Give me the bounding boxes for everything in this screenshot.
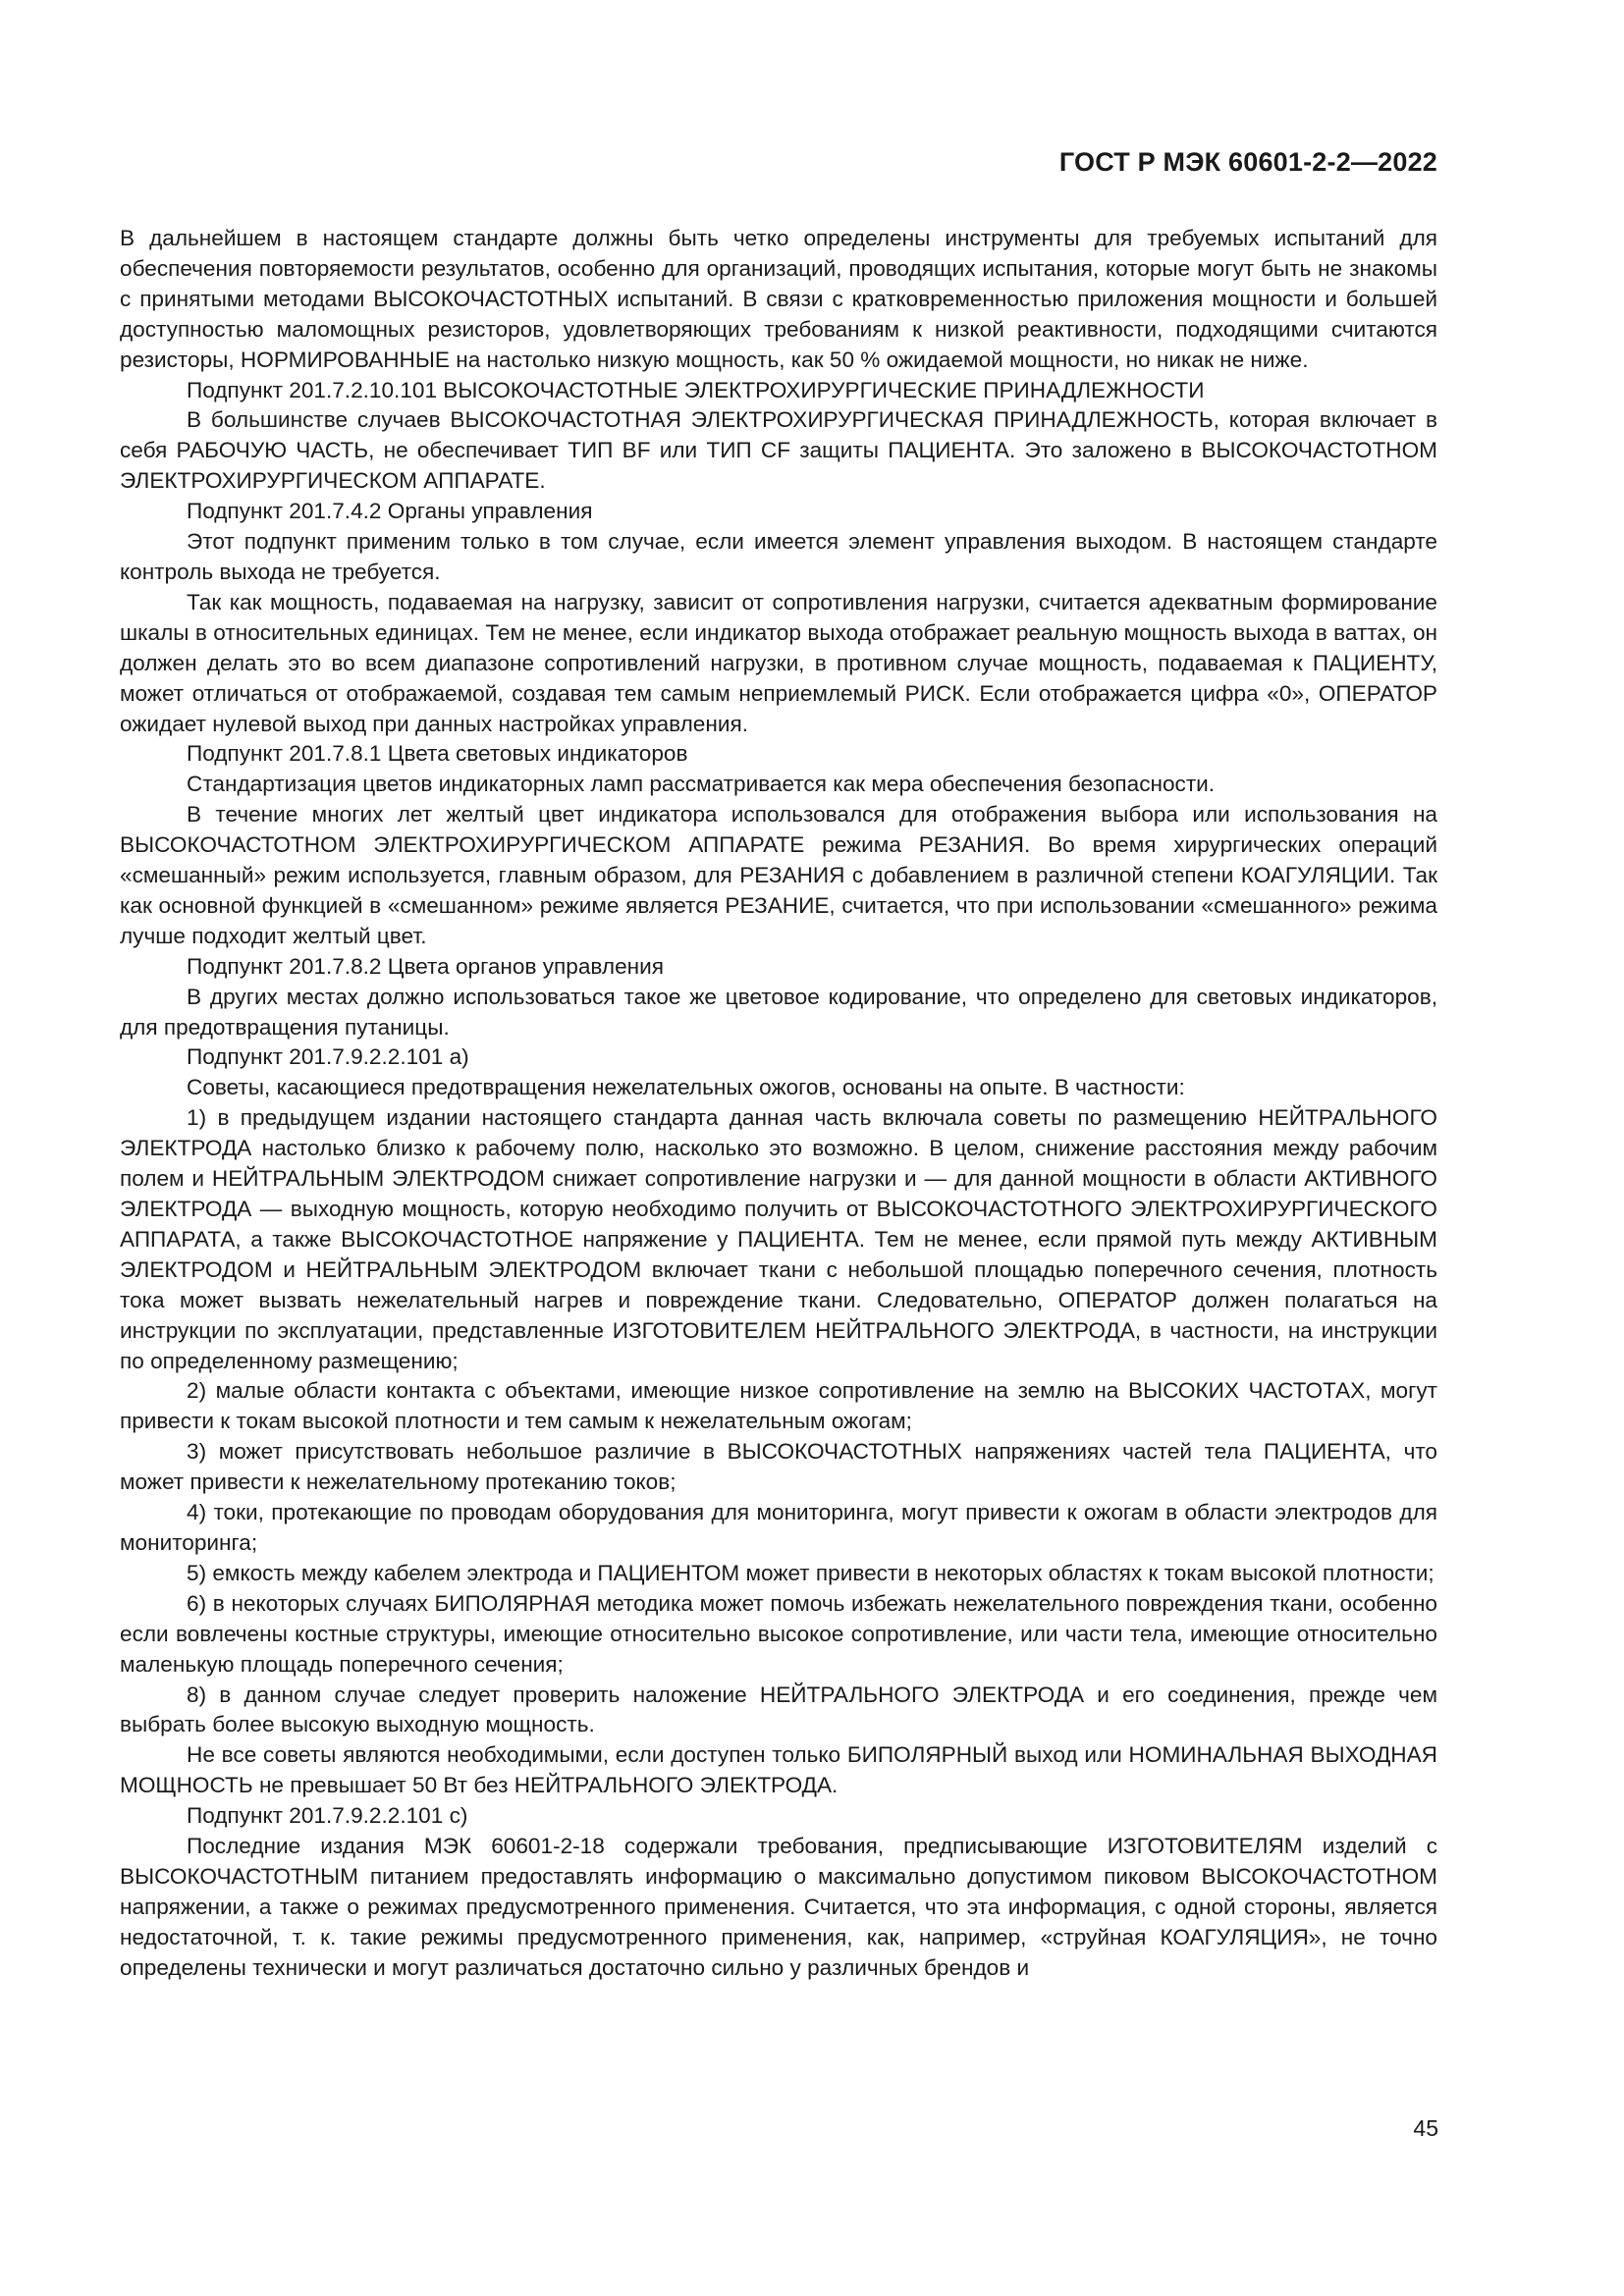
paragraph: 8) в данном случае следует проверить наложение НЕЙТРАЛЬНОГО ЭЛЕКТРОДА и его соединения, прежде чем выбрать более высокую выходную мощность.	[120, 1682, 1437, 1737]
paragraph: 1) в предыдущем издании настоящего стандарта данная часть включала советы по размещению НЕЙТРАЛЬНОГО ЭЛЕКТРОДА настолько близко к рабочему полю, насколько это возможно. В целом, снижение расстояния между рабочим полем и НЕЙТРАЛЬНЫМ ЭЛЕКТРОДОМ снижает сопротивление нагрузки и — для данной мощности в области АКТИВНОГО ЭЛЕКТРОДА — выходную мощность, которую необходимо получить от ВЫСОКОЧАСТОТНОГО ЭЛЕКТРОХИРУРГИЧЕСКОГО АППАРАТА, а также ВЫСОКОЧАСТОТНОЕ напряжение у ПАЦИЕНТА. Тем не менее, если прямой путь между АКТИВНЫМ ЭЛЕКТРОДОМ и НЕЙТРАЛЬНЫМ ЭЛЕКТРОДОМ включает ткани с небольшой площадью поперечного сечения, плотность тока может вызвать нежелательный нагрев и повреждение ткани. Следовательно, ОПЕРАТОР должен полагаться на инструкции по эксплуатации, представленные ИЗГОТОВИТЕЛЕМ НЕЙТРАЛЬНОГО ЭЛЕКТРОДА, в частности, на инструкции по определенному размещению;	[120, 1105, 1437, 1373]
paragraph: Последние издания МЭК 60601-2-18 содержали требования, предписывающие ИЗГОТОВИТЕЛЯМ изделий с ВЫСОКОЧАСТОТНЫМ питанием предоставлять информацию о максимально допустимом пиковом ВЫСОКОЧАСТОТНОМ напряжении, а также о режимах предусмотренного применения. Считается, что эта информация, с одной стороны, является недостаточной, т. к. такие режимы предусмотренного применения, как, например, «струйная КОАГУЛЯЦИЯ», не точно определены технически и могут различаться достаточно сильно у различных брендов и	[120, 1834, 1437, 1980]
paragraph: 4) токи, протекающие по проводам оборудования для мониторинга, могут привести к ожогам в области электродов для мониторинга;	[120, 1500, 1437, 1555]
paragraph: Подпункт 201.7.2.10.101 ВЫСОКОЧАСТОТНЫЕ ЭЛЕКТРОХИРУРГИЧЕСКИЕ ПРИНАДЛЕЖНОСТИ	[187, 377, 1205, 402]
paragraph: Подпункт 201.7.9.2.2.101 с)	[187, 1803, 468, 1829]
paragraph: Подпункт 201.7.4.2 Органы управления	[187, 499, 593, 524]
paragraph: Подпункт 201.7.9.2.2.101 а)	[187, 1044, 469, 1070]
paragraph: 6) в некоторых случаях БИПОЛЯРНАЯ методика может помочь избежать нежелательного повреждения ткани, особенно если вовлечены костные структуры, имеющие относительно высокое сопротивление, или части тела, имеющие относительно маленькую площадь поперечного сечения;	[120, 1590, 1437, 1677]
paragraph: 5) емкость между кабелем электрода и ПАЦИЕНТОМ может привести в некоторых областях к токам высокой плотности;	[187, 1560, 1435, 1585]
document-header-id: ГОСТ Р МЭК 60601-2-2—2022	[1058, 147, 1437, 177]
document-body	[120, 224, 1437, 1984]
paragraph: Так как мощность, подаваемая на нагрузку, зависит от сопротивления нагрузки, считается адекватным формирование шкалы в относительных единицах. Тем не менее, если индикатор выхода отображает реальную мощность выхода в ваттах, он должен делать это во всем диапазоне сопротивлений нагрузки, в противном случае мощность, подаваемая к ПАЦИЕНТУ, может отличаться от отображаемой, создавая тем самым неприемлемый РИСК. Если отображается цифра «0», ОПЕРАТОР ожидает нулевой выход при данных настройках управления.	[120, 589, 1437, 736]
paragraph: В течение многих лет желтый цвет индикатора использовался для отображения выбора или использования на ВЫСОКОЧАСТОТНОМ ЭЛЕКТРОХИРУРГИЧЕСКОМ АППАРАТЕ режима РЕЗАНИЯ. Во время хирургических операций «смешанный» режим используется, главным образом, для РЕЗАНИЯ с добавлением в различной степени КОАГУЛЯЦИИ. Так как основной функцией в «смешанном» режиме является РЕЗАНИЕ, считается, что при использовании «смешанного» режима лучше подходит желтый цвет.	[120, 802, 1437, 948]
paragraph: Советы, касающиеся предотвращения нежелательных ожогов, основаны на опыте. В частности:	[187, 1075, 1185, 1100]
paragraph: 2) малые области контакта с объектами, имеющие низкое сопротивление на землю на ВЫСОКИХ ЧАСТОТАХ, могут привести к токам высокой плотности и тем самым к нежелательным ожогам;	[120, 1378, 1437, 1434]
paragraph: Этот подпункт применим только в том случае, если имеется элемент управления выходом. В настоящем стандарте контроль выхода не требуется.	[120, 529, 1437, 584]
paragraph: 3) может присутствовать небольшое различие в ВЫСОКОЧАСТОТНЫХ напряжениях частей тела ПАЦИЕНТА, что может привести к нежелательному протеканию токов;	[120, 1439, 1437, 1495]
paragraph: В других местах должно использоваться такое же цветовое кодирование, что определено для световых индикаторов, для предотвращения путаницы.	[120, 984, 1437, 1040]
paragraph: Не все советы являются необходимыми, если доступен только БИПОЛЯРНЫЙ выход или НОМИНАЛЬНАЯ ВЫХОДНАЯ МОЩНОСТЬ не превышает 50 Вт без НЕЙТРАЛЬНОГО ЭЛЕКТРОДА.	[120, 1742, 1437, 1798]
paragraph: В дальнейшем в настоящем стандарте должны быть четко определены инструменты для требуемых испытаний для обеспечения повторяемости результатов, особенно для организаций, проводящих испытания, которые могут быть не знакомы с принятыми методами ВЫСОКОЧАСТОТНЫХ испытаний. В связи с кратковременностью приложения мощности и большей доступностью маломощных резисторов, удовлетворяющих требованиям к низкой реактивности, подходящими считаются резисторы, НОРМИРОВАННЫЕ на настолько низкую мощность, как 50 % ожидаемой мощности, но никак не ниже.	[120, 226, 1437, 372]
page-number: 45	[1413, 2115, 1438, 2141]
paragraph: Подпункт 201.7.8.2 Цвета органов управления	[187, 953, 664, 979]
paragraph: В большинстве случаев ВЫСОКОЧАСТОТНАЯ ЭЛЕКТРОХИРУРГИЧЕСКАЯ ПРИНАДЛЕЖНОСТЬ, которая включает в себя РАБОЧУЮ ЧАСТЬ, не обеспечивает ТИП BF или ТИП CF защиты ПАЦИЕНТА. Это заложено в ВЫСОКОЧАСТОТНОМ ЭЛЕКТРОХИРУРГИЧЕСКОМ АППАРАТЕ.	[120, 407, 1437, 494]
paragraph: Стандартизация цветов индикаторных ламп рассматривается как мера обеспечения безопасности.	[187, 772, 1216, 797]
paragraph: Подпункт 201.7.8.1 Цвета световых индикаторов	[187, 741, 688, 767]
